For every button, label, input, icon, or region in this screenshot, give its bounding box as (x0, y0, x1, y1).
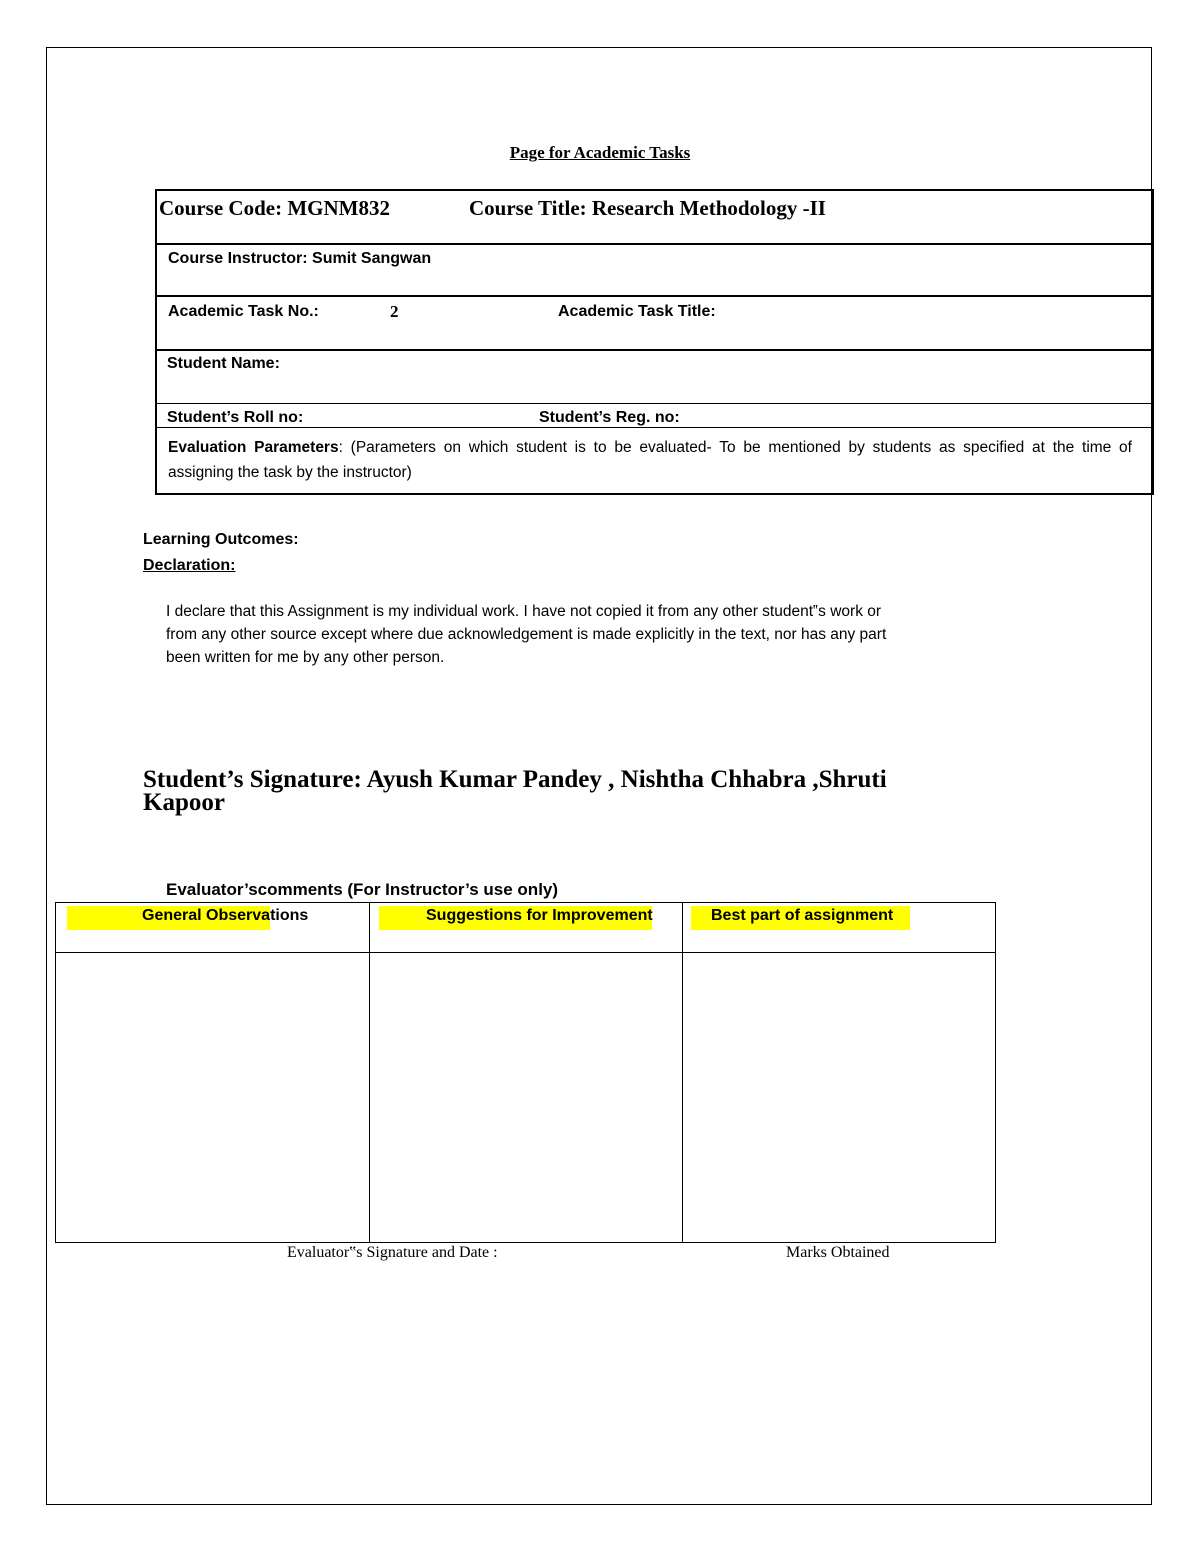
course-code: Course Code: MGNM832 (159, 196, 390, 220)
column-header-general-observations: General Observations (142, 907, 309, 924)
column-divider (682, 903, 683, 1242)
declaration-line: been written for me by any other person. (166, 649, 445, 666)
evaluator-signature-date-label: Evaluator‟s Signature and Date : (287, 1244, 498, 1261)
student-roll-label: Student’s Roll no: (167, 409, 304, 426)
evaluation-parameters (168, 435, 1132, 485)
page-title: Page for Academic Tasks (509, 143, 691, 162)
evaluation-parameters-text: : (Parameters on which student is to be evaluated- To be mentioned by students as specified at the time of assigning the task by the instructor) (168, 439, 1132, 481)
student-reg-label: Student’s Reg. no: (539, 409, 680, 426)
row-divider (157, 403, 1152, 404)
row-divider (157, 295, 1152, 297)
declaration-line: I declare that this Assignment is my individual work. I have not copied it from any other student‟s work or (166, 603, 882, 620)
declaration-line: from any other source except where due acknowledgement is made explicitly in the text, nor has any part (166, 626, 887, 643)
column-divider (369, 903, 370, 1242)
evaluator-table (55, 902, 996, 1243)
task-number-label: Academic Task No.: (168, 303, 319, 320)
declaration-heading: Declaration: (143, 557, 236, 574)
task-number-value: 2 (390, 302, 399, 321)
course-info-table (155, 189, 1154, 495)
row-divider (157, 243, 1152, 245)
column-header-best-part: Best part of assignment (711, 907, 894, 924)
student-signature (143, 768, 887, 814)
student-name-label: Student Name: (167, 355, 280, 372)
row-divider (56, 952, 995, 953)
evaluation-parameters-label: Evaluation Parameters (168, 439, 339, 456)
task-title-label: Academic Task Title: (558, 303, 716, 320)
course-title: Course Title: Research Methodology -II (469, 196, 826, 220)
course-instructor: Course Instructor: Sumit Sangwan (168, 250, 432, 267)
declaration-text (166, 600, 1016, 669)
student-signature-line: Kapoor (143, 789, 225, 816)
column-header-suggestions: Suggestions for Improvement (426, 907, 653, 924)
student-signature-line: Student’s Signature: Ayush Kumar Pandey , Nishtha Chhabra ,Shruti (143, 766, 887, 793)
learning-outcomes-label: Learning Outcomes: (143, 531, 299, 548)
row-divider (157, 349, 1152, 351)
evaluator-comments-label: Evaluator’scomments (For Instructor’s use only) (166, 880, 559, 899)
row-divider (157, 427, 1152, 428)
marks-obtained-label: Marks Obtained (786, 1244, 890, 1261)
